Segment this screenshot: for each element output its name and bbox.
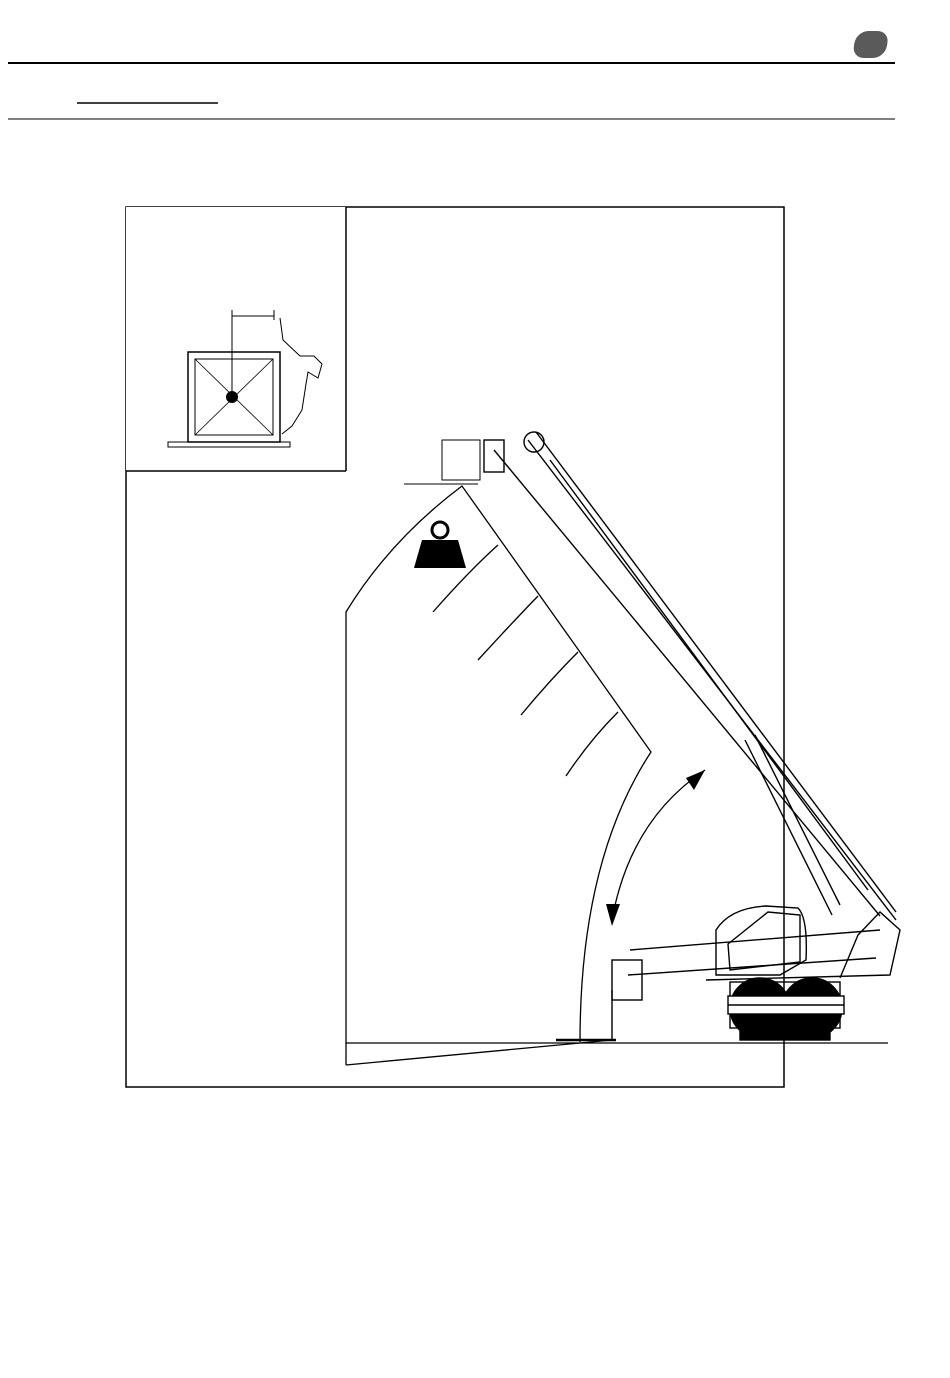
telehandler-illustration <box>484 432 900 1040</box>
boom-upper <box>494 450 880 916</box>
brand-logo <box>852 31 890 58</box>
load-centre-marker <box>226 391 238 403</box>
boom-lowered <box>630 930 880 950</box>
inset-background <box>126 207 346 471</box>
lift-cylinder <box>745 740 832 915</box>
boom-swing-arrow <box>606 770 705 926</box>
max-height-marker <box>404 440 480 484</box>
lowered-carriage <box>612 960 642 1000</box>
envelope-base <box>346 1040 612 1065</box>
weight-icon <box>414 522 466 568</box>
envelope-outline <box>346 486 651 1065</box>
boom-head <box>524 432 544 452</box>
